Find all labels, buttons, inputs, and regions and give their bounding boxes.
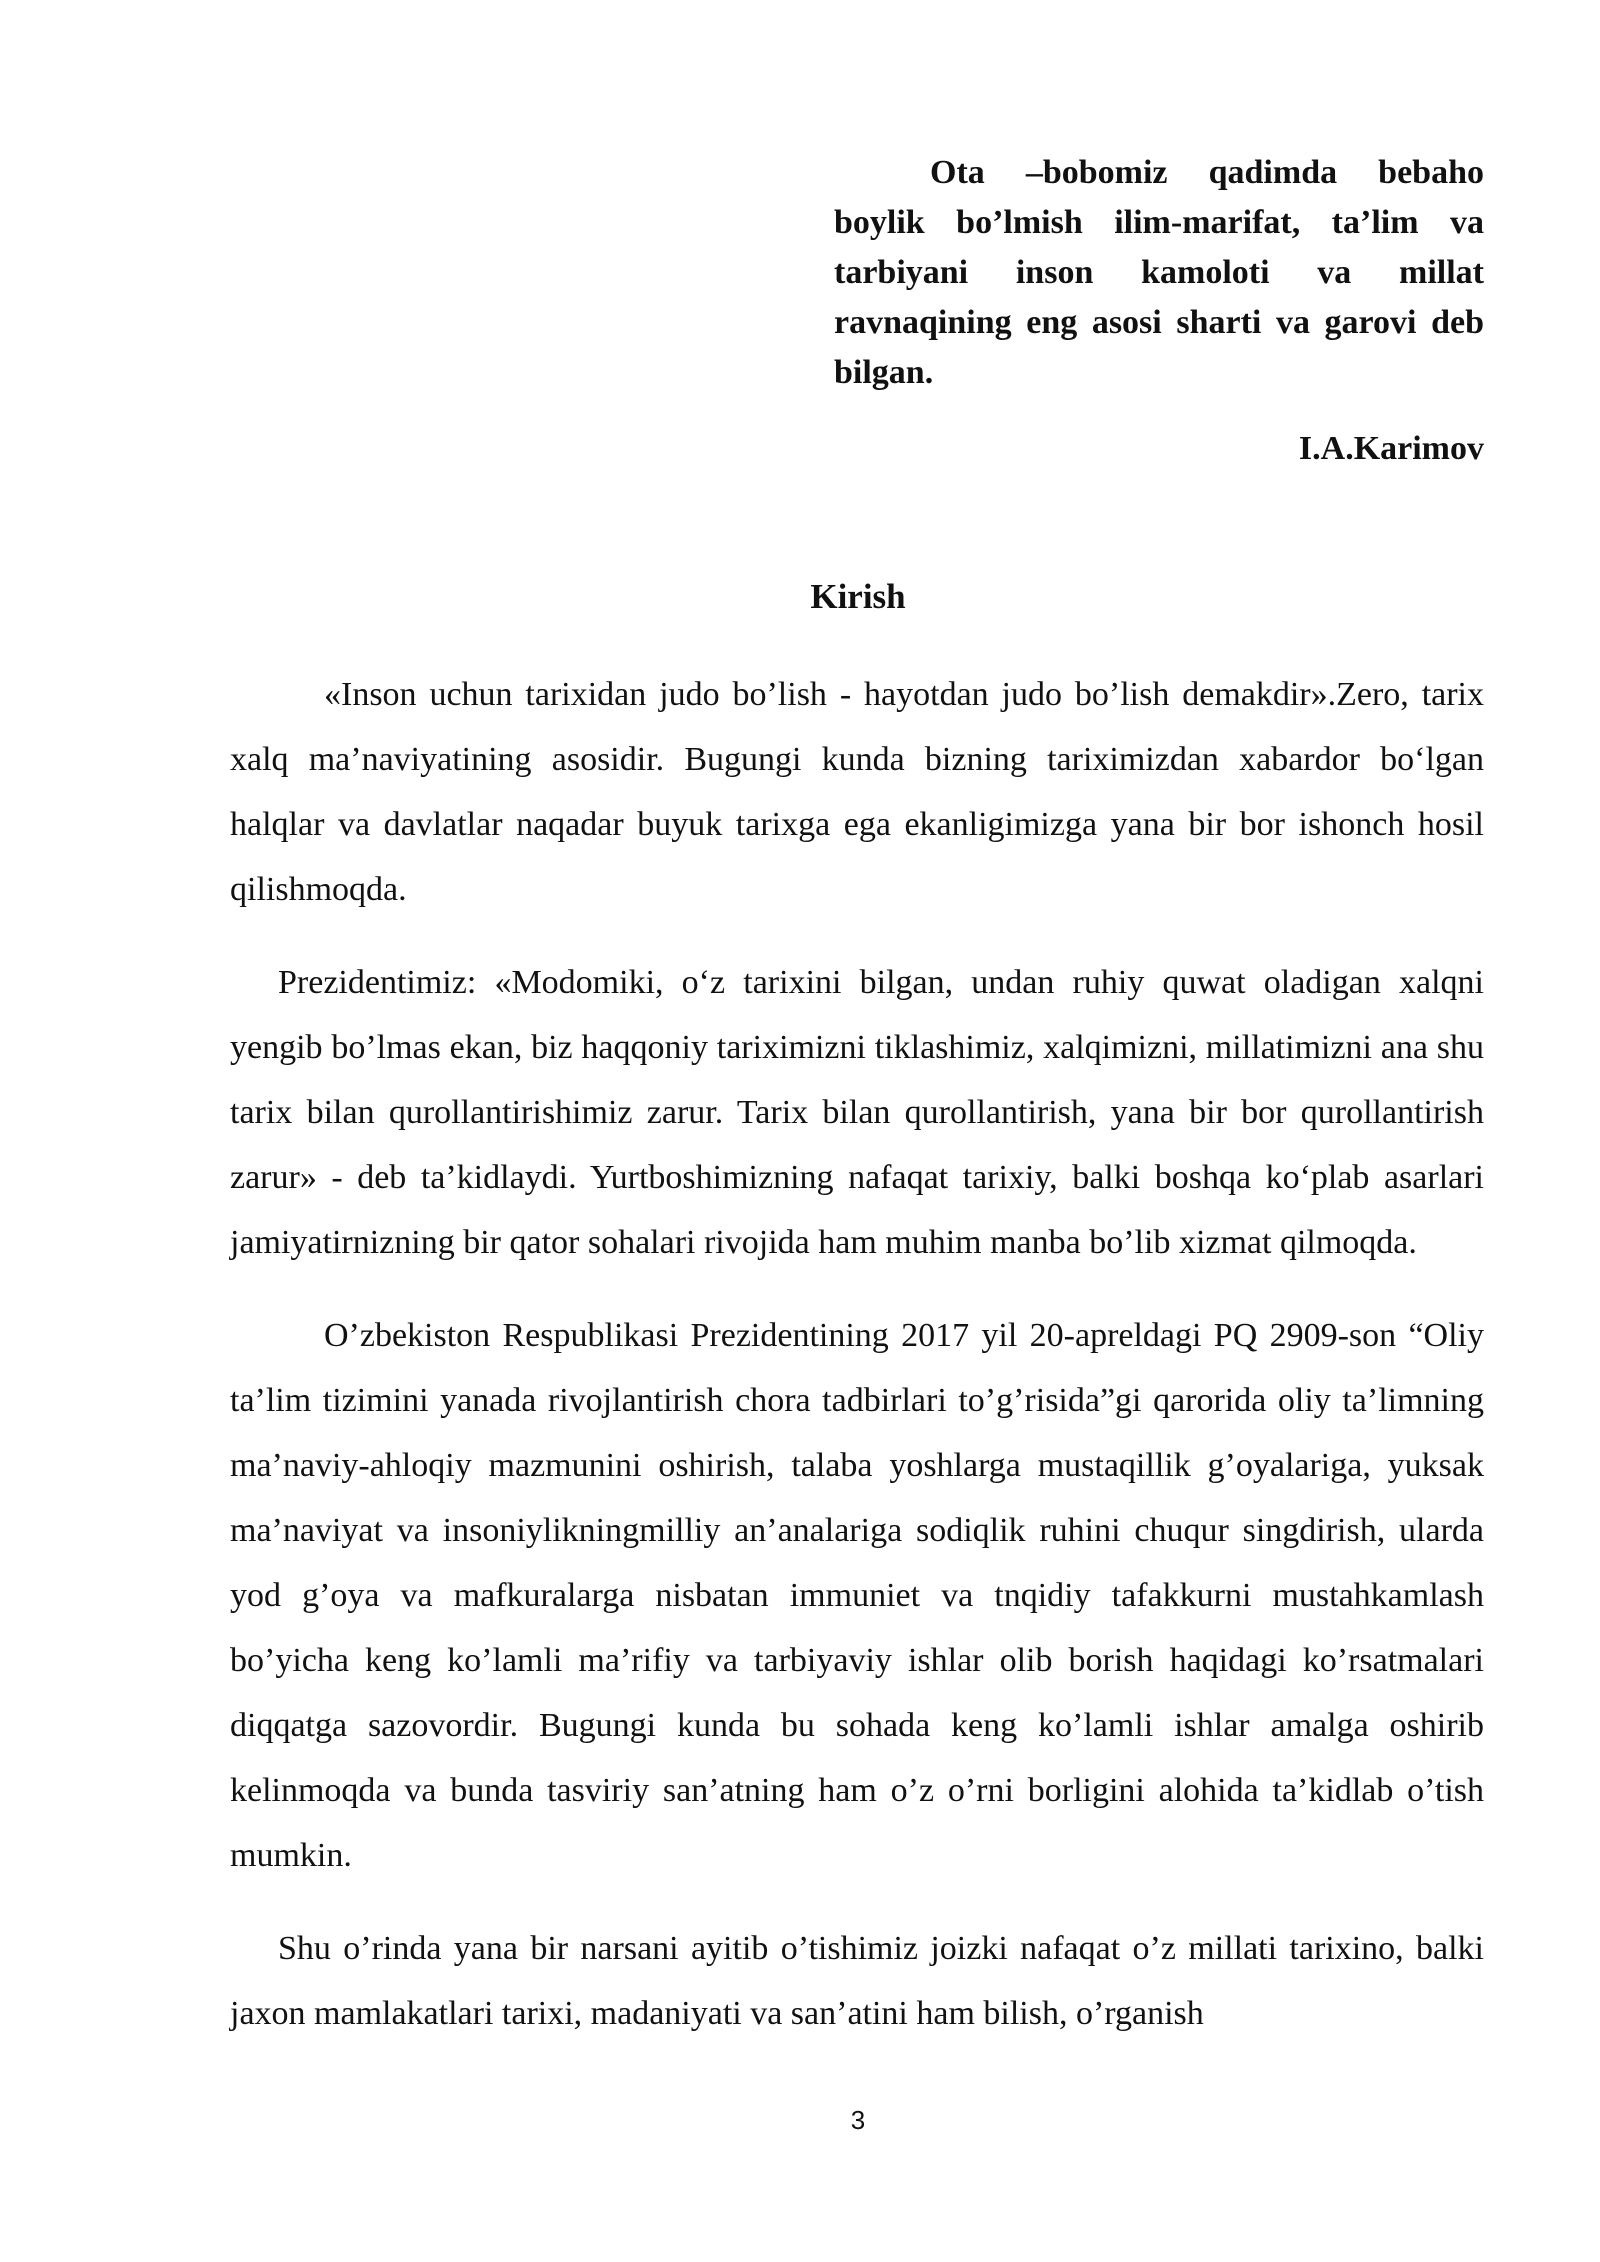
paragraph-president-quote: Prezidentimiz: «Modomiki, o‘z tarixini bilgan, undan ruhiy quwat oladigan xalqni yengib bo’lmas ekan, biz haqqoniy tariximizni tiklashimiz, xalqimizni, millatimizni ana shu tarix bilan qurollantirishimiz zarur. Tarix bilan qurollantirish, yana bir bor qurollantirish zarur» - deb ta’kidlaydi. Yurtboshimizning nafaqat tarixiy, balki boshqa ko‘plab asarlari jamiyatirnizning bir qator sohalari rivojida ham muhim manba bo’lib xizmat qilmoqda. bbox=[230, 964, 1484, 1261]
epigraph-author: I.A.Karimov bbox=[1298, 430, 1484, 467]
section-title: Kirish bbox=[810, 577, 906, 616]
paragraph-decree: O’zbekiston Respublikasi Prezidentining 2017 yil 20-apreldagi PQ 2909-son “Oliy ta’lim tizimini yanada rivojlantirish chora tadbirlari to’g’risida”gi qarorida oliy ta’limning ma’naviy-ahloqiy mazmunini oshirish, talaba yoshlarga mustaqillik g’oyalariga, yuksak ma’naviyat va insoniylikningmilliy an’analariga sodiqlik ruhini chuqur singdirish, ularda yod g’oya va mafkuralarga nisbatan immuniet va tnqidiy tafakkurni mustahkamlash bo’yicha keng ko’lamli ma’rifiy va tarbiyaviy ishlar olib borish haqidagi ko’rsatmalari diqqatga sazovordir. Bugungi kunda bu sohada keng ko’lamli ishlar amalga oshirib kelinmoqda va bunda tasviriy san’atning ham o’z o’rni borligini alohida ta’kidlab o’tish mumkin. bbox=[230, 1317, 1484, 1874]
body-text bbox=[230, 662, 1484, 2074]
paragraph-continuation: Shu o’rinda yana bir narsani ayitib o’tishimiz joizki nafaqat o’z millati tarixino, balki jaxon mamlakatlari tarixi, madaniyati va san’atini ham bilish, o’rganish bbox=[230, 1930, 1484, 2032]
epigraph-quote: Ota –bobomiz qadimda bebaho boylik bo’lmish ilim-marifat, ta’lim va tarbiyani inson kamoloti va millat ravnaqining eng asosi sharti va garovi deb bilgan. bbox=[834, 154, 1484, 391]
paragraph-intro: «Inson uchun tarixidan judo bo’lish - hayotdan judo bo’lish demakdir».Zero, tarix xalq ma’naviyatining asosidir. Bugungi kunda bizning tariximizdan xabardor bo‘lgan halqlar va davlatlar naqadar buyuk tarixga ega ekanligimizga yana bir bor ishonch hosil qilishmoqda. bbox=[230, 676, 1484, 908]
page-number: 3 bbox=[850, 2105, 866, 2135]
